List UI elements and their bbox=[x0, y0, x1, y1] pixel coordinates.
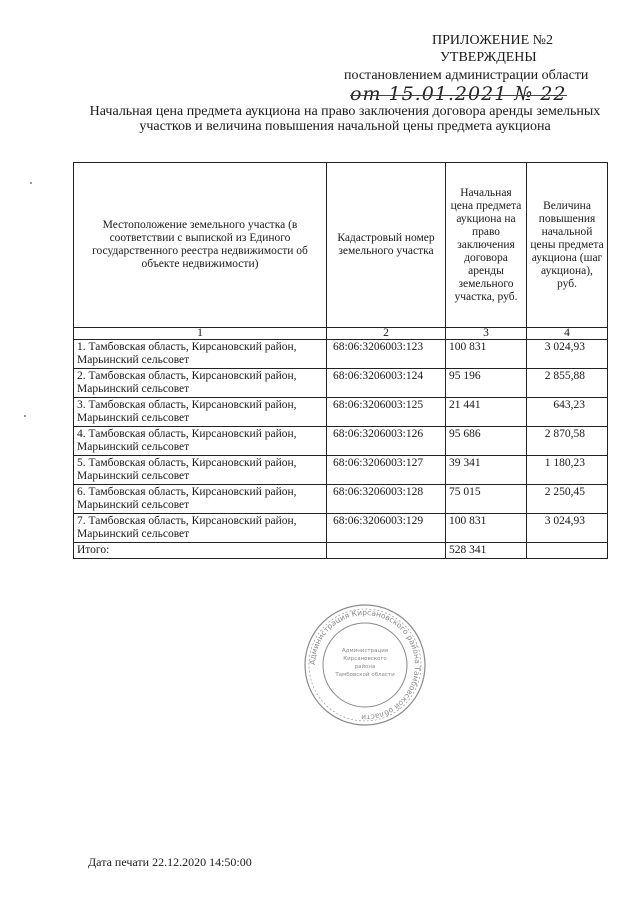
appendix-label: ПРИЛОЖЕНИЕ №2 bbox=[432, 33, 553, 48]
column-number: 2 bbox=[327, 328, 446, 340]
price-cell: 95 196 bbox=[446, 369, 527, 398]
step-cell: 2 250,45 bbox=[527, 485, 608, 514]
handwritten-signature-date bbox=[350, 83, 567, 105]
seal-center-text: Тамбовской области bbox=[335, 672, 395, 678]
location-cell: 3. Тамбовская область, Кирсановский район, Марьинский сельсовет bbox=[74, 398, 327, 427]
cadastral-cell: 68:06:3206003:126 bbox=[327, 427, 446, 456]
cadastral-cell: 68:06:3206003:124 bbox=[327, 369, 446, 398]
total-label: Итого: bbox=[74, 543, 327, 559]
auction-price-table bbox=[73, 162, 608, 559]
cadastral-cell: 68:06:3206003:129 bbox=[327, 514, 446, 543]
signature-text: от 15.01.2021 № 22 bbox=[350, 83, 567, 105]
table-row bbox=[74, 398, 608, 427]
step-cell: 643,23 bbox=[527, 398, 608, 427]
total-empty-cell bbox=[527, 543, 608, 559]
location-cell: 4. Тамбовская область, Кирсановский район, Марьинский сельсовет bbox=[74, 427, 327, 456]
location-cell: 5. Тамбовская область, Кирсановский район, Марьинский сельсовет bbox=[74, 456, 327, 485]
price-cell: 21 441 bbox=[446, 398, 527, 427]
table-row bbox=[74, 427, 608, 456]
cadastral-cell: 68:06:3206003:125 bbox=[327, 398, 446, 427]
seal-ring-text: Администрация Кирсановского района Тамбовской области bbox=[307, 607, 423, 723]
step-cell: 3 024,93 bbox=[527, 514, 608, 543]
table-row bbox=[74, 456, 608, 485]
table-row bbox=[74, 369, 608, 398]
print-date: Дата печати 22.12.2020 14:50:00 bbox=[88, 855, 252, 869]
column-number: 1 bbox=[74, 328, 327, 340]
seal-center-text: Кирсановского bbox=[343, 656, 387, 662]
price-cell: 100 831 bbox=[446, 340, 527, 369]
seal-center-text: Администрация bbox=[341, 648, 389, 654]
price-cell: 39 341 bbox=[446, 456, 527, 485]
cadastral-cell: 68:06:3206003:127 bbox=[327, 456, 446, 485]
official-seal-stamp bbox=[300, 600, 430, 735]
header-price: Начальная цена предмета аукциона на право заключения договора аренды земельного участка, руб. bbox=[446, 163, 527, 328]
cadastral-cell: 68:06:3206003:123 bbox=[327, 340, 446, 369]
cadastral-cell: 68:06:3206003:128 bbox=[327, 485, 446, 514]
table-row bbox=[74, 514, 608, 543]
header-location: Местоположение земельного участка (в соответствии с выпиской из Единого государственного реестра недвижимости об объекте недвижимости) bbox=[74, 163, 327, 328]
price-cell: 95 686 bbox=[446, 427, 527, 456]
header-step: Величина повышения начальной цены предмета аукциона (шаг аукциона), руб. bbox=[527, 163, 608, 328]
seal-center-text: района bbox=[354, 664, 376, 670]
scan-speck bbox=[30, 182, 32, 184]
location-cell: 6. Тамбовская область, Кирсановский район, Марьинский сельсовет bbox=[74, 485, 327, 514]
total-empty-cell bbox=[327, 543, 446, 559]
location-cell: 1. Тамбовская область, Кирсановский район, Марьинский сельсовет bbox=[74, 340, 327, 369]
approved-label: УТВЕРЖДЕНЫ bbox=[440, 50, 537, 65]
table-row bbox=[74, 340, 608, 369]
scan-speck bbox=[24, 415, 26, 417]
document-title: Начальная цена предмета аукциона на право заключения договора аренды земельных участков и величина повышения начальной цены предмета аукциона bbox=[89, 104, 601, 134]
price-cell: 75 015 bbox=[446, 485, 527, 514]
column-number: 4 bbox=[527, 328, 608, 340]
decree-label: постановлением администрации области bbox=[344, 68, 589, 83]
location-cell: 7. Тамбовская область, Кирсановский район, Марьинский сельсовет bbox=[74, 514, 327, 543]
step-cell: 1 180,23 bbox=[527, 456, 608, 485]
step-cell: 3 024,93 bbox=[527, 340, 608, 369]
location-cell: 2. Тамбовская область, Кирсановский район, Марьинский сельсовет bbox=[74, 369, 327, 398]
step-cell: 2 855,88 bbox=[527, 369, 608, 398]
table-row bbox=[74, 485, 608, 514]
price-cell: 100 831 bbox=[446, 514, 527, 543]
seal-icon bbox=[300, 600, 430, 730]
header-cadastral: Кадастровый номер земельного участка bbox=[327, 163, 446, 328]
total-row bbox=[74, 543, 608, 559]
total-value: 528 341 bbox=[446, 543, 527, 559]
column-number: 3 bbox=[446, 328, 527, 340]
step-cell: 2 870,58 bbox=[527, 427, 608, 456]
